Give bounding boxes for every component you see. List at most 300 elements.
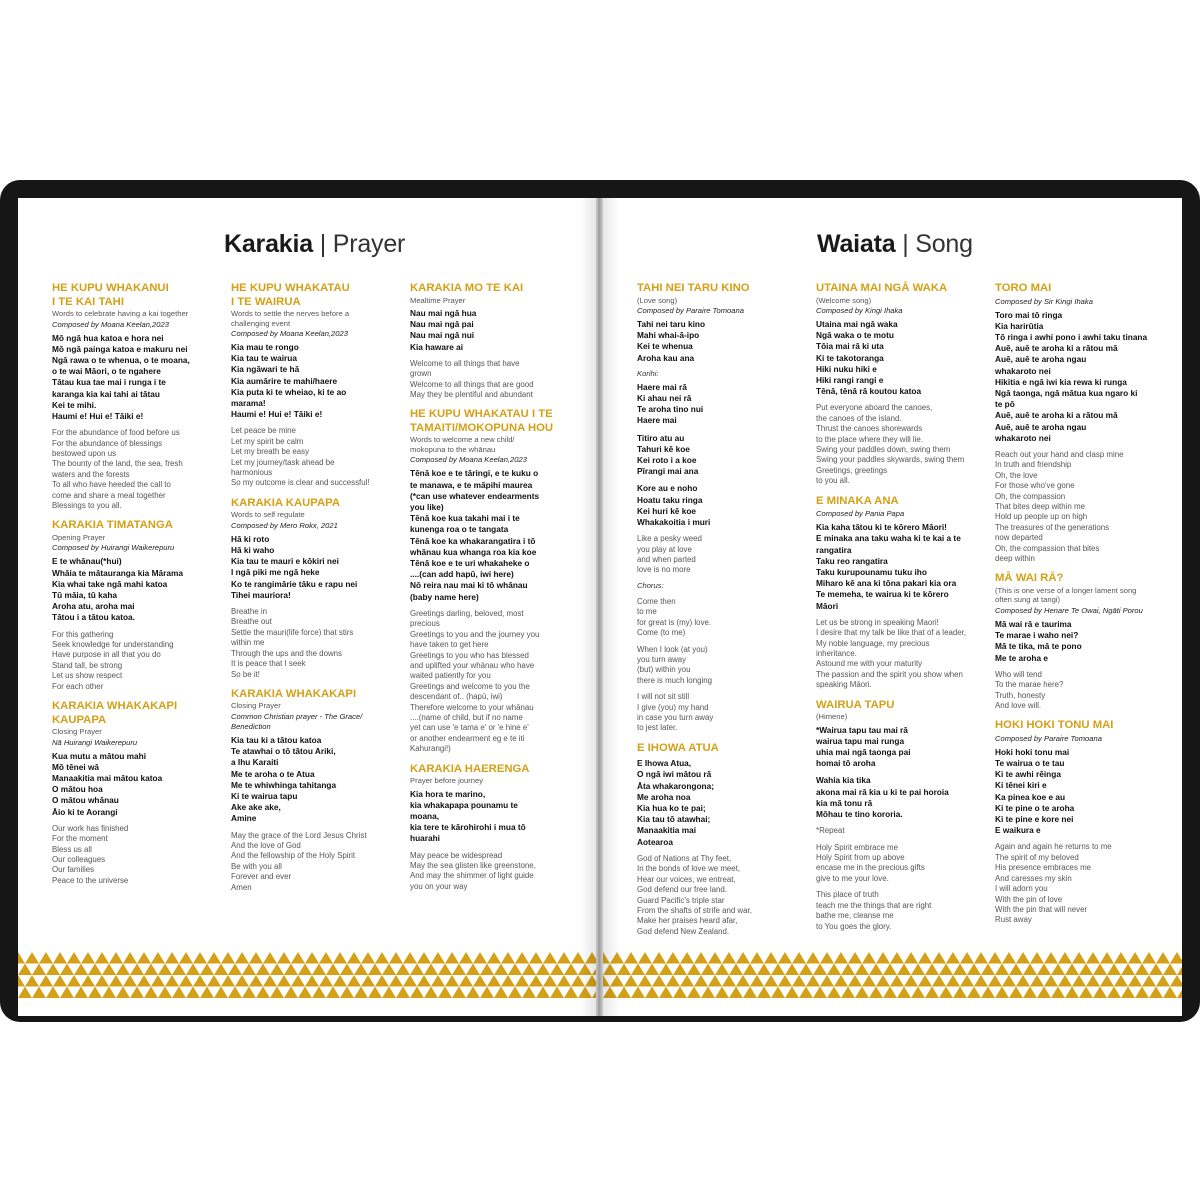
maori-text-line: Tahi nei taru kino bbox=[637, 319, 706, 329]
maori-text-line: O mātou hoa bbox=[52, 784, 103, 795]
english-text-line: Astound me with your maturity bbox=[816, 659, 923, 669]
maori-text-line: Tēnā koe ka whakarangatira i tō bbox=[410, 535, 536, 546]
maori-text-line: Kia kaha tātou ki te kōrero Māori! bbox=[816, 522, 947, 533]
maori-text-line: Aroha kau ana bbox=[637, 352, 695, 363]
english-text-line: My noble language, my precious bbox=[816, 638, 930, 648]
maori-text-line: Kia puta ki te wheiao, ki te ao bbox=[231, 386, 347, 397]
english-text bbox=[637, 534, 807, 576]
maori-text-line: Kia tau ki a tātou katoa bbox=[231, 734, 322, 745]
english-text bbox=[410, 359, 580, 401]
maori-text-line: whānau kua whanga roa kia koe bbox=[410, 546, 537, 557]
maori-text-line: Hoatu taku ringa bbox=[637, 494, 703, 505]
english-text-line: So be it! bbox=[231, 669, 260, 679]
maori-text bbox=[816, 522, 986, 612]
english-text-line: Seek knowledge for understanding bbox=[52, 640, 174, 649]
section-title bbox=[52, 282, 222, 309]
composer-credit: Composed by Moana Keelan,2023 bbox=[52, 319, 169, 329]
english-text-line: Greetings to you who has blessed bbox=[410, 650, 529, 660]
english-text-line: you turn away bbox=[637, 654, 687, 664]
column-2 bbox=[231, 282, 401, 901]
maori-text bbox=[637, 319, 807, 364]
section-subtitle-line: (Love song) bbox=[637, 295, 678, 305]
english-text-line: Rust away bbox=[995, 915, 1032, 925]
english-text-line: love is no more bbox=[637, 565, 691, 575]
english-text-line: For the abundance of food before us bbox=[52, 428, 180, 438]
section-title-line: WAIRUA TAPU bbox=[816, 698, 895, 711]
pattern-triangle bbox=[578, 952, 592, 964]
maori-text-line: Manaakitia mai bbox=[637, 825, 697, 836]
english-text-line: The treasures of the generations bbox=[995, 522, 1110, 532]
english-text bbox=[410, 609, 580, 755]
english-text-line: ....(name of child, but if no name bbox=[410, 712, 523, 722]
maori-text-line: uhia mai ngā taonga pai bbox=[816, 747, 911, 758]
maori-text-line: Ki ahau nei rā bbox=[637, 393, 692, 404]
verse-label-line: Korihi: bbox=[637, 368, 659, 378]
maori-text-line: Tēnā, tēnā rā koutou katoa bbox=[816, 386, 922, 397]
section-title-line: KARAKIA WHAKAKAPI bbox=[52, 700, 178, 713]
english-text-line: inheritance. bbox=[816, 649, 857, 659]
maori-text bbox=[995, 619, 1165, 664]
composer-credit: Composed by Moana Keelan,2023 bbox=[410, 455, 527, 465]
section-subtitle bbox=[816, 296, 986, 306]
maori-text-line: Wahia kia tika bbox=[816, 775, 871, 786]
english-text-line: bathe me, cleanse me bbox=[816, 911, 894, 921]
maori-text-line: Kia haware ai bbox=[410, 341, 464, 352]
maori-text bbox=[231, 735, 401, 825]
composer-credit: Common Christian prayer - The Grace/ Benediction bbox=[231, 711, 363, 731]
english-text-line: bestowed upon us bbox=[52, 448, 117, 458]
english-text-line: for great is (my) love. bbox=[637, 617, 712, 627]
maori-text-line: Kia hora te marino, bbox=[410, 788, 486, 799]
english-text-line: Stand tall, be strong bbox=[52, 660, 123, 670]
english-text bbox=[637, 692, 807, 734]
maori-text-line: Ngā taonga, ngā mātua kua ngaro ki bbox=[995, 387, 1138, 398]
maori-text-line: Haere mai bbox=[637, 415, 677, 426]
section-title-line: TAMAITI/MOKOPUNA HOU bbox=[410, 421, 554, 434]
page-title: Waiata | Song bbox=[817, 230, 973, 258]
maori-text-line: Mā wai rā e taurima bbox=[995, 618, 1072, 629]
section bbox=[52, 282, 222, 511]
english-text-line: waited patiently for you bbox=[410, 671, 491, 681]
maori-text-line: Mō ngā painga katoa e makuru nei bbox=[52, 343, 188, 354]
maori-text-line: Mō tēnei wā bbox=[52, 761, 100, 772]
english-text-line: Forever and ever bbox=[231, 872, 292, 882]
section-title bbox=[816, 495, 986, 509]
maori-text bbox=[995, 310, 1165, 444]
section-title-line: UTAINA MAI NGĀ WAKA bbox=[816, 282, 948, 294]
section-subtitle-line: Closing Prayer bbox=[231, 701, 281, 711]
verse-label-line: Chorus: bbox=[637, 580, 664, 590]
english-text-line: deep within bbox=[995, 554, 1035, 563]
english-text-line: (but) within you bbox=[637, 665, 691, 675]
pattern-triangle bbox=[585, 987, 596, 999]
english-text-line: Oh, the compassion that bites bbox=[995, 543, 1100, 553]
section-subtitle-line: challenging event bbox=[231, 318, 291, 328]
maori-text bbox=[410, 308, 580, 353]
section-title-line: HOKI HOKI TONU MAI bbox=[995, 719, 1114, 732]
maori-text-line: Ngā rawa o te whenua, o te moana, bbox=[52, 354, 190, 365]
english-text-line: And the love of God bbox=[231, 840, 301, 850]
english-text-line: Our work has finished bbox=[52, 823, 129, 833]
maori-text-line: kia tere te kārohirohi i mua tō bbox=[410, 822, 526, 833]
english-text-line: Kahurangi!) bbox=[410, 744, 451, 754]
pattern-triangle bbox=[603, 975, 617, 987]
english-text-line: For the moment bbox=[52, 834, 108, 844]
english-text-line: May the sea glisten like greenstone, bbox=[410, 860, 536, 870]
english-text-line: Truth, honesty bbox=[995, 690, 1046, 700]
english-text bbox=[52, 630, 222, 692]
maori-text-line: Kei roto i a koe bbox=[637, 455, 697, 466]
english-text-line: And love will. bbox=[995, 700, 1042, 710]
english-text-line: From the shafts of strife and war, bbox=[637, 905, 752, 915]
composer-credit: Composed by Pania Papa bbox=[816, 509, 905, 519]
english-text-line: Our colleagues bbox=[52, 854, 106, 864]
maori-text-line: O ngā iwi mātou rā bbox=[637, 769, 712, 780]
maori-text-line: Tēnā koe e te uri whakaheke o bbox=[410, 558, 530, 569]
english-text-line: For those who've gone bbox=[995, 481, 1075, 491]
maori-text-line: Ka pinea koe e au bbox=[995, 791, 1066, 802]
section-subtitle-line: often sung at tangi) bbox=[995, 595, 1061, 605]
maori-text-line: Tahuri kē koe bbox=[637, 443, 690, 454]
english-text-line: Who will tend bbox=[995, 669, 1042, 679]
english-text-line: Be with you all bbox=[231, 861, 282, 871]
english-text-line: Peace to the universe bbox=[52, 875, 129, 885]
english-text bbox=[816, 826, 986, 836]
english-text-line: Let my spirit be calm bbox=[231, 436, 304, 446]
english-text-line: Greetings, greetings bbox=[816, 465, 888, 475]
section bbox=[816, 282, 986, 487]
maori-text-line: Te memeha, te wairua ki te kōrero bbox=[816, 589, 949, 600]
maori-text-line: Ake ake ake, bbox=[231, 802, 281, 813]
english-text-line: The bounty of the land, the sea, fresh bbox=[52, 459, 183, 469]
section bbox=[995, 282, 1165, 564]
section-title-line: TAHI NEI TARU KINO bbox=[637, 282, 750, 294]
english-text-line: In the bonds of love we meet, bbox=[637, 864, 741, 874]
maori-text-line: te pō bbox=[995, 399, 1015, 410]
section-title-line: KARAKIA WHAKAKAPI bbox=[231, 687, 357, 700]
maori-text-line: E Ihowa Atua, bbox=[637, 758, 692, 769]
maori-text-line: Tō ringa i awhi pono i awhi taku tinana bbox=[995, 331, 1148, 342]
english-text-line: The passion and the spirit you show when bbox=[816, 669, 963, 679]
maori-text-line: Me aroha noa bbox=[637, 791, 691, 802]
maori-text bbox=[637, 483, 807, 528]
section-subtitle bbox=[231, 701, 401, 711]
maori-text-line: Nau mai ngā pai bbox=[410, 319, 474, 330]
section-title bbox=[637, 282, 807, 296]
section-title bbox=[52, 700, 222, 727]
maori-text-line: Tēnā koe e te tāringi, e te kuku o bbox=[410, 468, 539, 479]
maori-text-line: Kia harirūtia bbox=[995, 320, 1044, 331]
english-text-line: This place of truth bbox=[816, 890, 879, 900]
maori-text-line: te manawa, e te māpihi maurea bbox=[410, 479, 533, 490]
section-subtitle bbox=[637, 296, 807, 306]
english-text bbox=[816, 403, 986, 486]
maori-text-line: Kia ngāwari te hā bbox=[231, 364, 300, 375]
english-text bbox=[231, 607, 401, 680]
maori-text-line: Auē, auē te aroha ngau bbox=[995, 421, 1087, 432]
triangle-pattern-band bbox=[603, 952, 1182, 998]
maori-text-line: Kia aumārire te mahi/haere bbox=[231, 375, 338, 386]
maori-text-line: Miharo kē ana ki tōna pakari kia ora bbox=[816, 578, 957, 589]
maori-text-line: Hiki rangi rangi e bbox=[816, 375, 884, 386]
english-text-line: For the abundance of blessings bbox=[52, 438, 163, 448]
maori-text-line: Mō ngā hua katoa e hora nei bbox=[52, 332, 164, 343]
maori-text-line: Hā ki waho bbox=[231, 545, 275, 556]
maori-text-line: Māori bbox=[816, 600, 839, 611]
maori-text-line: Hikitia e ngā iwi kia rewa ki runga bbox=[995, 376, 1127, 387]
maori-text-line: Me te whiwhinga tahitanga bbox=[231, 779, 337, 790]
section bbox=[231, 282, 401, 489]
maori-text-line: Nau mai ngā nui bbox=[410, 330, 475, 341]
english-text-line: grown bbox=[410, 369, 432, 379]
section bbox=[231, 688, 401, 893]
section-title bbox=[816, 282, 986, 296]
maori-text-line: Hiki nuku hiki e bbox=[816, 363, 877, 374]
composer-credit: Composed by Moana Keelan,2023 bbox=[231, 329, 348, 338]
english-text-line: Reach out your hand and clasp mine bbox=[995, 449, 1124, 459]
pattern-triangle bbox=[603, 952, 617, 964]
section-title bbox=[410, 408, 580, 435]
english-text-line: The spirit of my beloved bbox=[995, 852, 1079, 862]
section-subtitle bbox=[816, 712, 986, 722]
english-text-line: within me bbox=[231, 638, 265, 648]
english-text bbox=[816, 890, 986, 932]
section-subtitle-line: Words to settle the nerves before a bbox=[231, 309, 350, 318]
section bbox=[637, 282, 807, 734]
maori-text-line: akona mai rā kia u ki te pai horoia bbox=[816, 786, 949, 797]
maori-text-line: wairua tapu mai runga bbox=[816, 735, 905, 746]
verse-label bbox=[637, 369, 807, 379]
english-text-line: With the pin of love bbox=[995, 894, 1063, 904]
english-text-line: Oh, the love bbox=[995, 470, 1038, 480]
maori-text-line: whakaroto nei bbox=[995, 365, 1051, 376]
english-text-line: Thrust the canoes shorewards bbox=[816, 424, 923, 434]
maori-text-line: marama! bbox=[231, 398, 266, 409]
maori-text-line: Taku kurupounamu tuku iho bbox=[816, 566, 927, 577]
maori-text-line: you like) bbox=[410, 502, 444, 513]
composer-credit: Composed by Paraire Tomoana bbox=[995, 733, 1102, 743]
english-text-line: and when parted bbox=[637, 555, 696, 565]
english-text bbox=[816, 618, 986, 691]
english-text-line: Therefore welcome to your whānau bbox=[410, 702, 534, 712]
maori-text-line: Mōhau te tino kororia. bbox=[816, 809, 903, 820]
maori-text bbox=[52, 751, 222, 818]
maori-text-line: Nō reira nau mai ki tō whānau bbox=[410, 580, 528, 591]
english-text-line: speaking Māori. bbox=[816, 680, 872, 690]
maori-text-line: Kore au e noho bbox=[637, 483, 698, 494]
section-subtitle-line: (Welcome song) bbox=[816, 295, 872, 305]
english-text-line: Holy Spirit embrace me bbox=[816, 842, 899, 852]
maori-text-line: Me te aroha o te Atua bbox=[231, 768, 315, 779]
english-text-line: Welcome to all things that have bbox=[410, 358, 520, 368]
maori-text-line: Kia mau te rongo bbox=[231, 342, 299, 352]
section-title-line: I TE WAIRUA bbox=[231, 295, 301, 308]
section-title bbox=[231, 497, 401, 511]
english-text-line: Have purpose in all that you do bbox=[52, 650, 161, 660]
section-title bbox=[231, 282, 401, 309]
section-title-line: I TE KAI TAHI bbox=[52, 295, 124, 308]
maori-text-line: Tōia mai rā ki uta bbox=[816, 341, 884, 352]
maori-text bbox=[231, 342, 401, 420]
section-title bbox=[995, 282, 1165, 296]
section-title-line: HE KUPU WHAKATAU bbox=[231, 282, 350, 294]
section-subtitle bbox=[52, 533, 222, 543]
maori-text-line: Haere mai rā bbox=[637, 381, 687, 392]
english-text-line: Make her praises heard afar, bbox=[637, 916, 738, 926]
column-2 bbox=[816, 282, 986, 940]
maori-text-line: Utaina mai ngā waka bbox=[816, 319, 898, 329]
maori-text-line: Ki te pine o te aroha bbox=[995, 802, 1075, 813]
maori-text bbox=[816, 725, 986, 770]
maori-text-line: Ki te awhi rēinga bbox=[995, 769, 1061, 780]
english-text-line: Again and again he returns to me bbox=[995, 842, 1112, 852]
section-title bbox=[52, 519, 222, 533]
composer-credit: Composed by Paraire Tomoana bbox=[637, 306, 744, 315]
english-text bbox=[231, 426, 401, 488]
english-text-line: teach me the things that are right bbox=[816, 900, 932, 910]
english-text-line: come and share a meal together bbox=[52, 490, 166, 500]
composer-credit: Composed by Huirangi Waikerepuru bbox=[52, 543, 175, 553]
section bbox=[995, 572, 1165, 711]
section bbox=[52, 519, 222, 692]
english-text-line: there is much longing bbox=[637, 675, 713, 685]
maori-text-line: Aotearoa bbox=[637, 836, 673, 847]
left-page bbox=[18, 198, 596, 1016]
english-text-line: I will adorn you bbox=[995, 884, 1048, 894]
maori-text-line: E waikura e bbox=[995, 825, 1041, 836]
maori-text-line: Taku reo rangatira bbox=[816, 555, 888, 566]
english-text-line: I will not sit still bbox=[637, 692, 690, 702]
english-text-line: Swing your paddles down, swing them bbox=[816, 445, 951, 455]
maori-text-line: E te whānau(*hui) bbox=[52, 556, 122, 567]
maori-text-line: Ki te wairua tapu bbox=[231, 790, 298, 801]
section-subtitle-line: Words to self regulate bbox=[231, 510, 305, 520]
maori-text-line: Te wairua o te tau bbox=[995, 758, 1065, 769]
english-text-line: Like a pesky weed bbox=[637, 534, 702, 544]
section-subtitle bbox=[231, 309, 401, 328]
maori-text-line: Me te aroha e bbox=[995, 652, 1049, 663]
section-subtitle-line: mokopuna to the whānau bbox=[410, 444, 496, 454]
english-text-line: to me bbox=[637, 607, 657, 617]
english-text-line: Greetings to you and the journey you bbox=[410, 629, 540, 639]
english-text bbox=[995, 450, 1165, 564]
english-text-line: His presence embraces me bbox=[995, 863, 1092, 873]
english-text-line: And the fellowship of the Holy Spirit bbox=[231, 851, 356, 861]
english-text bbox=[52, 428, 222, 511]
pattern-triangle bbox=[603, 987, 610, 999]
maori-text-line: kia mā tonu rā bbox=[816, 797, 873, 808]
composer-credit: Composed by Sir Kingi Ihaka bbox=[995, 296, 1093, 306]
section-title-line: HE KUPU WHAKANUI bbox=[52, 282, 169, 294]
section-subtitle bbox=[231, 510, 401, 520]
english-text-line: In truth and friendship bbox=[995, 460, 1072, 470]
english-text-line: It is peace that I seek bbox=[231, 659, 306, 669]
english-text-line: to You goes the glory. bbox=[816, 921, 892, 931]
english-text-line: Breathe out bbox=[231, 617, 272, 627]
composer-credit: Composed by Mero Rokx, 2021 bbox=[231, 520, 338, 530]
english-text bbox=[410, 851, 580, 893]
english-text-line: That bites deep within me bbox=[995, 501, 1085, 511]
english-text-line: Swing your paddles skywards, swing them bbox=[816, 455, 965, 465]
english-text-line: And caresses my skin bbox=[995, 873, 1072, 883]
maori-text-line: Auē, auē te aroha ngau bbox=[995, 354, 1087, 365]
english-text-line: you on your way bbox=[410, 881, 468, 891]
english-text-line: Hold up people up on high bbox=[995, 512, 1088, 522]
maori-text-line: Tātou i a tātou katoa. bbox=[52, 612, 135, 623]
section bbox=[816, 699, 986, 932]
section-title bbox=[816, 699, 986, 713]
english-text-line: Amen bbox=[231, 882, 252, 892]
maori-text-line: O mātou whānau bbox=[52, 795, 119, 806]
english-text-line: Let my journey/task ahead be bbox=[231, 457, 335, 467]
english-text-line: God defend our free land. bbox=[637, 885, 727, 895]
maori-text-line: Whakakoitia i muri bbox=[637, 517, 711, 528]
english-text-line: When I look (at you) bbox=[637, 644, 708, 654]
maori-text-line: *Wairua tapu tau mai rā bbox=[816, 724, 908, 735]
english-text-line: God defend New Zealand. bbox=[637, 926, 730, 936]
triangle-pattern-band bbox=[18, 952, 596, 998]
english-text-line: Let us show respect bbox=[52, 671, 123, 681]
composer-credit: Composed by Kingi Ihaka bbox=[816, 306, 903, 315]
section-subtitle-line: Words to welcome a new child/ bbox=[410, 435, 515, 445]
english-text-line: to the place where they will lie. bbox=[816, 434, 924, 444]
section-subtitle-line: (Himene) bbox=[816, 712, 848, 722]
maori-text bbox=[410, 468, 580, 602]
maori-text bbox=[995, 747, 1165, 837]
section-title bbox=[231, 688, 401, 702]
english-text-line: Let peace be mine bbox=[231, 426, 296, 436]
maori-text-line: Mahi whai-ā-ipo bbox=[637, 330, 700, 341]
english-text-line: give to me your love. bbox=[816, 873, 889, 883]
maori-text-line: Toro mai tō ringa bbox=[995, 309, 1063, 320]
maori-text-line: Titiro atu au bbox=[637, 432, 685, 443]
maori-text-line: ....(can add hapū, iwi here) bbox=[410, 569, 514, 580]
english-text-line: I desire that my talk be like that of a leader, bbox=[816, 628, 967, 638]
english-text-line: harmonious bbox=[231, 468, 273, 478]
english-text-line: Greetings and welcome to you the bbox=[410, 681, 530, 691]
maori-text-line: Kei huri kē koe bbox=[637, 505, 697, 516]
maori-text bbox=[52, 333, 222, 423]
pattern-triangle bbox=[603, 964, 610, 976]
english-text-line: Holy Spirit from up above bbox=[816, 853, 905, 863]
maori-text-line: Kia tau te wairua bbox=[231, 353, 297, 364]
english-text-line: Come (to me) bbox=[637, 628, 686, 638]
maori-text-line: Hoki hoki tonu mai bbox=[995, 746, 1070, 757]
maori-text-line: kunenga roa o te tangata bbox=[410, 524, 509, 535]
english-text-line: Welcome to all things that are good bbox=[410, 379, 534, 389]
section-subtitle bbox=[410, 296, 580, 306]
section-title bbox=[410, 763, 580, 777]
maori-text-line: Ko te rangimārie tāku e rapu nei bbox=[231, 578, 358, 589]
maori-text-line: o te wai Māori, o te ngahere bbox=[52, 366, 161, 377]
maori-text-line: Kia hua ko te pai; bbox=[637, 803, 706, 814]
english-text-line: the canoes of the island. bbox=[816, 413, 902, 423]
maori-text bbox=[231, 534, 401, 601]
pattern-triangle bbox=[578, 975, 592, 987]
section-title-line: HE KUPU WHAKATAU I TE bbox=[410, 408, 553, 421]
english-text-line: Greetings darling, beloved, most bbox=[410, 608, 524, 618]
english-text-line: you play at love bbox=[637, 544, 692, 554]
maori-text bbox=[52, 556, 222, 623]
english-text-line: To the marae here? bbox=[995, 680, 1064, 690]
section-subtitle-line: Words to celebrate having a kai together bbox=[52, 309, 189, 318]
english-text-line: Let my breath be easy bbox=[231, 447, 310, 457]
maori-text-line: Auē, auē te aroha ki a rātou mā bbox=[995, 410, 1118, 421]
english-text-line: Bless us all bbox=[52, 844, 92, 854]
maori-text-line: Te marae i waho nei? bbox=[995, 630, 1079, 641]
maori-text-line: Pīrangi mai ana bbox=[637, 466, 699, 477]
english-text-line: For each other bbox=[52, 681, 104, 691]
